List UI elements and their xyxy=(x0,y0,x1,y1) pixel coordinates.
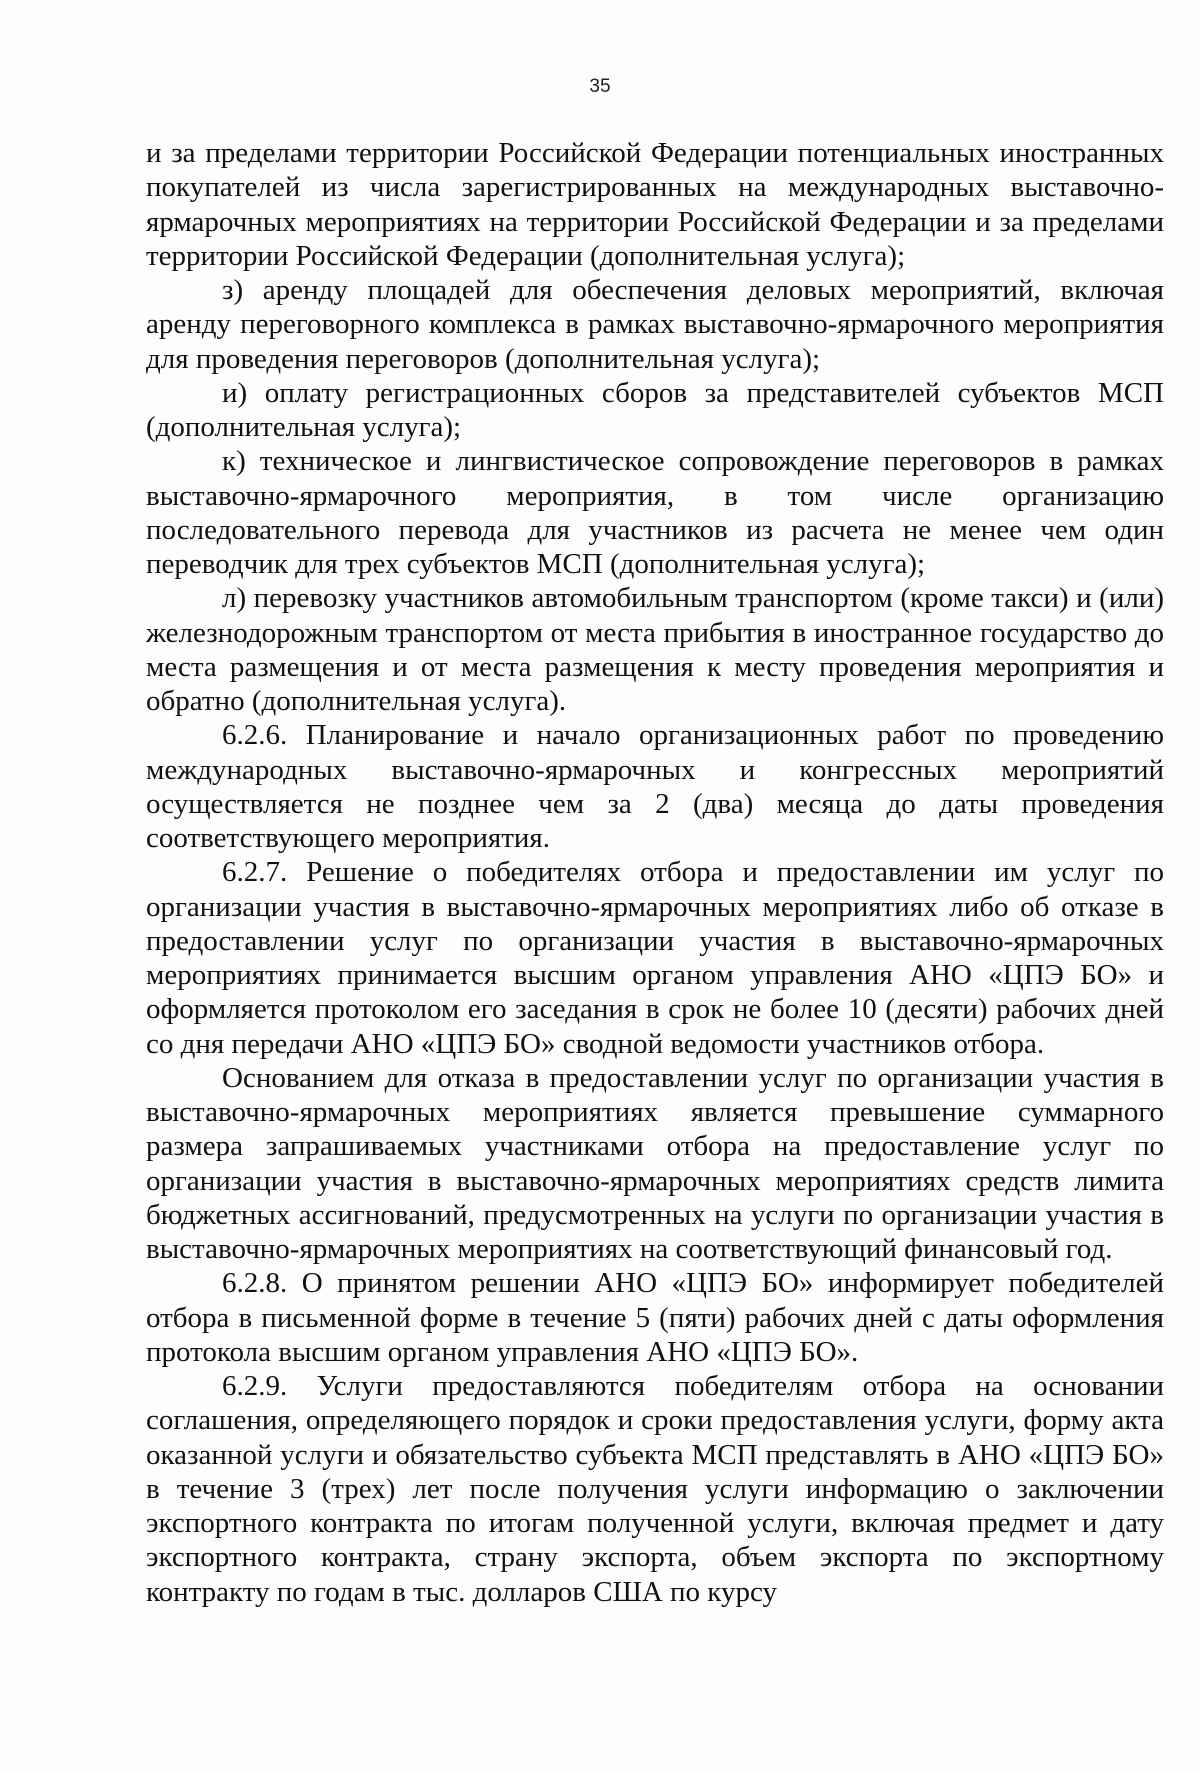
paragraph-item-i: и) оплату регистрационных сборов за представителей субъектов МСП (дополнительная услуга); xyxy=(146,376,1164,443)
paragraph-refusal-grounds: Основанием для отказа в предоставлении услуг по организации участия в выставочно-ярмарочных мероприятиях является превышение суммарного размера запрашиваемых участниками отбора на предоставление услуг по организации участия в выставочно-ярмарочных мероприятиях средств лимита бюджетных ассигнований, предусмотренных на услуги по организации участия в выставочно-ярмарочных мероприятиях на соответствующий финансовый год. xyxy=(146,1061,1164,1265)
paragraph-item-k: к) техническое и лингвистическое сопровождение переговоров в рамках выставочно-ярмарочного мероприятия, в том числе организацию последовательного перевода для участников из расчета не менее чем один переводчик для трех субъектов МСП (дополнительная услуга); xyxy=(146,445,1164,580)
page-number: 35 xyxy=(589,76,611,97)
paragraph-6-2-9: 6.2.9. Услуги предоставляются победителям отбора на основании соглашения, определяющего порядок и сроки предоставления услуги, форму акта оказанной услуги и обязательство субъекта МСП представлять в АНО «ЦПЭ БО» в течение 3 (трех) лет после получения услуги информацию о заключении экспортного контракта по итогам полученной услуги, включая предмет и дату экспортного контракта, страну экспорта, объем экспорта по экспортному контракту по годам в тыс. долларов США по курсу xyxy=(146,1370,1164,1608)
paragraph-item-l: л) перевозку участников автомобильным транспортом (кроме такси) и (или) железнодорожным транспортом от места прибытия в иностранное государство до места размещения и от места размещения к месту проведения мероприятия и обратно (дополнительная услуга). xyxy=(146,582,1164,717)
paragraph-item-z: з) аренду площадей для обеспечения деловых мероприятий, включая аренду переговорного комплекса в рамках выставочно-ярмарочного мероприятия для проведения переговоров (дополнительная услуга); xyxy=(146,274,1164,375)
paragraph-6-2-7: 6.2.7. Решение о победителях отбора и предоставлении им услуг по организации участия в выставочно-ярмарочных мероприятиях либо об отказе в предоставлении услуг по организации участия в выставочно-ярмарочных мероприятиях принимается высшим органом управления АНО «ЦПЭ БО» и оформляется протоколом его заседания в срок не более 10 (десяти) рабочих дней со дня передачи АНО «ЦПЭ БО» сводной ведомости участников отбора. xyxy=(146,856,1164,1060)
paragraph-continuation: и за пределами территории Российской Федерации потенциальных иностранных покупателей из числа зарегистрированных на международных выставочно-ярмарочных мероприятиях на территории Российской Федерации и за пределами территории Российской Федерации (дополнительная услуга); xyxy=(146,137,1164,272)
document-body xyxy=(146,136,1164,1609)
paragraph-6-2-8: 6.2.8. О принятом решении АНО «ЦПЭ БО» информирует победителей отбора в письменной форме в течение 5 (пяти) рабочих дней с даты оформления протокола высшим органом управления АНО «ЦПЭ БО». xyxy=(146,1267,1164,1368)
paragraph-6-2-6: 6.2.6. Планирование и начало организационных работ по проведению международных выставочно-ярмарочных и конгрессных мероприятий осуществляется не позднее чем за 2 (два) месяца до даты проведения соответствующего мероприятия. xyxy=(146,719,1164,854)
